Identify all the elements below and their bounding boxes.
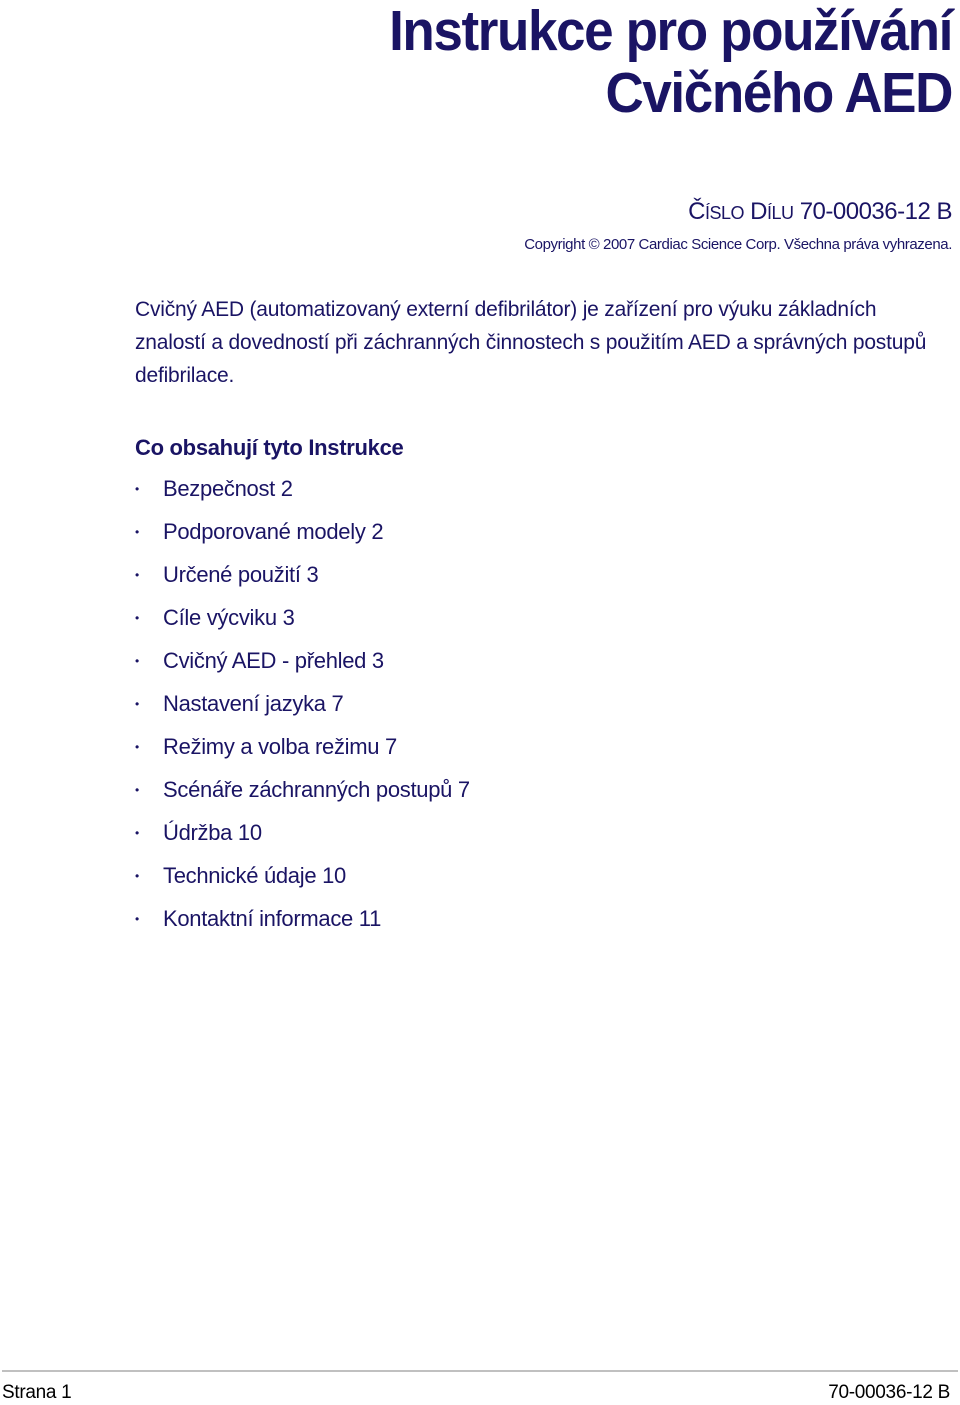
bullet-icon: • <box>135 740 139 754</box>
footer-divider <box>2 1370 958 1372</box>
bullet-icon: • <box>135 912 139 926</box>
toc-item-podporovane-modely[interactable] <box>135 517 470 560</box>
part-number-prefix-rest: ÍSLO <box>704 203 744 223</box>
footer-document-number: 70-00036-12 B <box>828 1382 950 1403</box>
bullet-icon: • <box>135 826 139 840</box>
toc-item-technicke-udaje[interactable] <box>135 861 470 904</box>
part-number-prefix-rest2: ÍLU <box>767 203 794 223</box>
toc-item-label: Bezpečnost 2 <box>163 476 293 501</box>
bullet-icon: • <box>135 697 139 711</box>
toc-list <box>135 474 470 947</box>
toc-item-kontaktni-informace[interactable] <box>135 904 470 947</box>
toc-item-label: Kontaktní informace 11 <box>163 906 382 931</box>
footer-page-number: Strana 1 <box>2 1382 72 1403</box>
toc-item-scenare[interactable] <box>135 775 470 818</box>
bullet-icon: • <box>135 783 139 797</box>
toc-item-label: Nastavení jazyka 7 <box>163 691 344 716</box>
toc-item-label: Údržba 10 <box>163 820 262 845</box>
part-number-prefix-c: Č <box>688 198 705 225</box>
toc-item-label: Podporované modely 2 <box>163 519 384 544</box>
bullet-icon: • <box>135 525 139 539</box>
part-number-prefix-d: D <box>750 198 768 225</box>
intro-paragraph: Cvičný AED (automatizovaný externí defibrilátor) je zařízení pro výuku základních znalostí a dovedností při záchranných činnostech s použitím AED a správných postupů defibrilace. <box>135 298 927 387</box>
toc-item-rezimy[interactable] <box>135 732 470 775</box>
toc-item-nastaveni-jazyka[interactable] <box>135 689 470 732</box>
document-title-line-1: Instrukce pro používání <box>389 0 952 63</box>
bullet-icon: • <box>135 654 139 668</box>
bullet-icon: • <box>135 568 139 582</box>
part-number-value: 70-00036-12 B <box>799 198 952 225</box>
toc-item-label: Cvičný AED - přehled 3 <box>163 648 384 673</box>
copyright-notice: Copyright © 2007 Cardiac Science Corp. Všechna práva vyhrazena. <box>524 236 952 253</box>
toc-item-bezpecnost[interactable] <box>135 474 470 517</box>
toc-heading: Co obsahují tyto Instrukce <box>135 435 404 460</box>
document-title-line-2: Cvičného AED <box>605 61 952 125</box>
bullet-icon: • <box>135 482 139 496</box>
toc-item-cvicny-aed-prehled[interactable] <box>135 646 470 689</box>
bullet-icon: • <box>135 611 139 625</box>
toc-item-label: Určené použití 3 <box>163 562 319 587</box>
toc-item-label: Scénáře záchranných postupů 7 <box>163 777 470 802</box>
toc-item-label: Technické údaje 10 <box>163 863 346 888</box>
toc-item-cile-vycviku[interactable] <box>135 603 470 646</box>
document-title <box>115 0 952 124</box>
part-number <box>688 197 952 228</box>
toc-item-label: Režimy a volba režimu 7 <box>163 734 397 759</box>
toc-item-udrzba[interactable] <box>135 818 470 861</box>
bullet-icon: • <box>135 869 139 883</box>
toc-item-label: Cíle výcviku 3 <box>163 605 295 630</box>
toc-item-urcene-pouziti[interactable] <box>135 560 470 603</box>
